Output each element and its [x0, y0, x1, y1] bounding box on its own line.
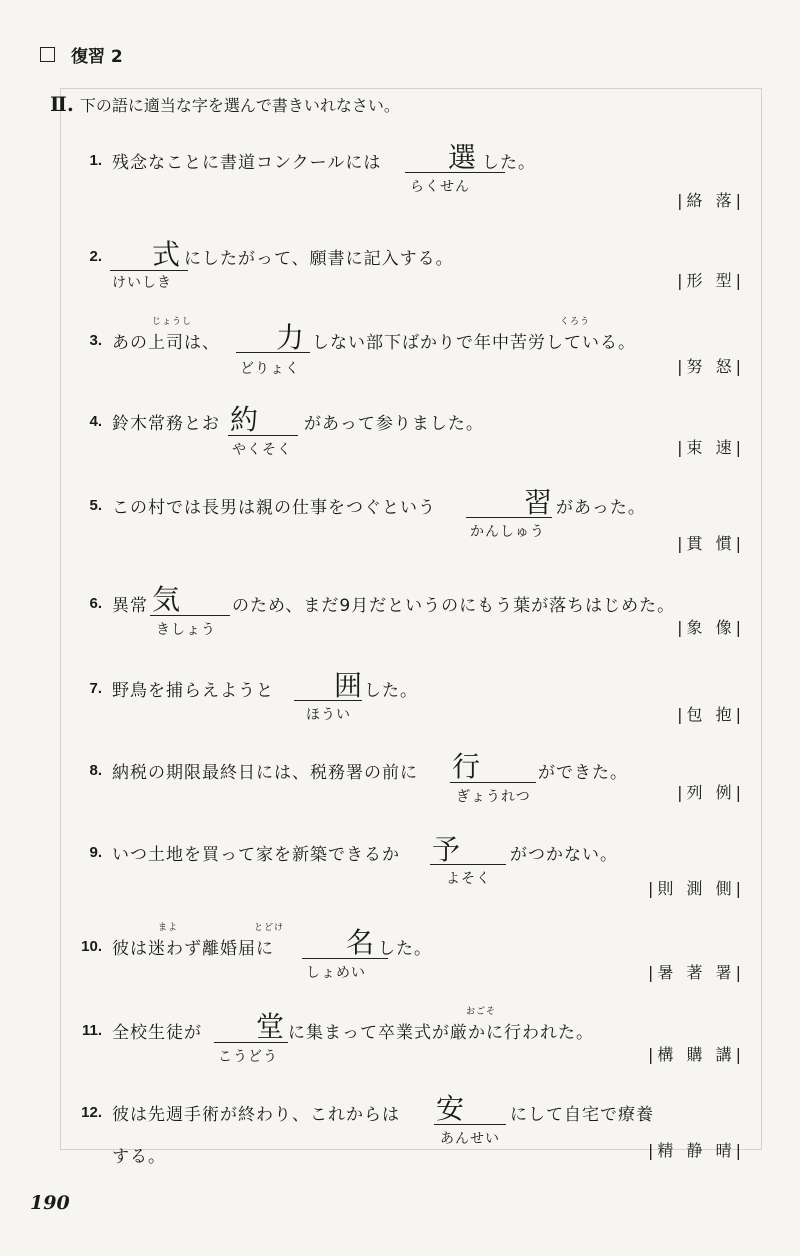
answer-kanji: 堂	[256, 1010, 285, 1043]
page-number: 190	[30, 1192, 70, 1214]
question-text-before: 異常	[112, 596, 148, 616]
answer-reading: やくそく	[232, 442, 292, 458]
kanji-choices: |暑 著 署|	[648, 963, 745, 982]
question-11	[0, 1007, 800, 1102]
question-number: 7.	[89, 680, 102, 697]
answer-reading: あんせい	[440, 1131, 500, 1147]
question-text-before: 彼は迷わず離婚届に	[112, 939, 274, 959]
answer-kanji: 安	[436, 1092, 465, 1125]
kanji-choices: |構 購 講|	[648, 1045, 745, 1064]
question-8	[0, 752, 800, 842]
question-12	[0, 1094, 800, 1184]
kanji-choices: |絡 落|	[677, 191, 745, 210]
question-text-before: 鈴木常務とお	[112, 414, 220, 434]
question-number: 9.	[89, 844, 102, 861]
kanji-choices: |象 像|	[677, 618, 745, 637]
question-2	[0, 240, 800, 330]
question-number: 5.	[89, 497, 102, 514]
question-text-after: に集まって卒業式が厳かに行われた。	[288, 1023, 594, 1043]
question-text-after: した。	[378, 939, 432, 959]
question-text-continued: する。	[112, 1147, 166, 1167]
question-number: 6.	[89, 595, 102, 612]
question-text-before: あの上司は、	[112, 333, 220, 353]
question-5	[0, 485, 800, 575]
question-text-before: 野鳥を捕らえようと	[112, 681, 274, 701]
kanji-choices: |束 速|	[677, 438, 745, 457]
question-text-after: しない部下ばかりで年中苦労している。	[312, 333, 636, 353]
question-number: 10.	[81, 938, 102, 955]
question-4	[0, 405, 800, 495]
question-text-after: した。	[364, 681, 418, 701]
kanji-choices: |努 怒|	[677, 357, 745, 376]
question-text-after: があった。	[556, 498, 646, 518]
question-6	[0, 585, 800, 675]
section-numeral: Ⅱ.	[50, 92, 74, 116]
question-text-after: があって参りました。	[304, 414, 484, 434]
furigana: まよ	[158, 923, 179, 933]
answer-kanji: 気	[152, 583, 181, 616]
answer-reading: かんしゅう	[470, 524, 545, 540]
question-text-before: 彼は先週手術が終わり、これからは	[112, 1105, 400, 1125]
question-text-after: のため、まだ9月だというのにもう葉が落ちはじめた。	[232, 596, 676, 616]
answer-kanji: 囲	[334, 669, 363, 702]
answer-kanji: 名	[346, 926, 375, 959]
kanji-choices: |列 例|	[677, 783, 745, 802]
answer-kanji: 力	[276, 321, 305, 354]
answer-reading: ぎょうれつ	[456, 789, 531, 805]
furigana: おごそ	[466, 1007, 497, 1017]
question-text-after: ができた。	[538, 763, 628, 783]
answer-kanji: 習	[524, 486, 553, 519]
question-number: 11.	[81, 1022, 102, 1039]
kanji-choices: |則 測 側|	[648, 879, 745, 898]
question-number: 12.	[81, 1104, 102, 1121]
kanji-choices: |貫 慣|	[677, 534, 745, 553]
answer-kanji: 選	[448, 141, 477, 174]
answer-reading: らくせん	[410, 179, 470, 195]
answer-reading: ほうい	[306, 707, 351, 723]
question-9	[0, 832, 800, 922]
answer-blank[interactable]	[302, 928, 388, 959]
answer-kanji: 行	[452, 750, 481, 783]
question-text-before: 残念なことに書道コンクールには	[112, 153, 382, 173]
question-number: 2.	[89, 248, 102, 265]
kanji-choices: |形 型|	[677, 271, 745, 290]
answer-reading: きしょう	[156, 622, 216, 638]
question-3	[0, 317, 800, 410]
question-text-after: にして自宅で療養	[510, 1105, 654, 1125]
question-number: 4.	[89, 413, 102, 430]
answer-kanji: 約	[230, 403, 259, 436]
question-text-after: した。	[482, 153, 536, 173]
answer-reading: けいしき	[112, 275, 172, 291]
question-text-after: にしたがって、願書に記入する。	[184, 249, 454, 269]
header-title: 復習 2	[71, 47, 123, 67]
page-header	[40, 42, 123, 67]
question-number: 3.	[89, 332, 102, 349]
question-text-before: 納税の期限最終日には、税務署の前に	[112, 763, 418, 783]
answer-reading: よそく	[446, 871, 491, 887]
kanji-choices: |包 抱|	[677, 705, 745, 724]
checkbox-icon	[40, 47, 55, 62]
answer-kanji: 予	[432, 833, 461, 866]
answer-reading: こうどう	[218, 1049, 278, 1065]
furigana: じょうし	[152, 317, 193, 327]
question-text-before: いつ土地を買って家を新築できるか	[112, 845, 400, 865]
furigana: くろう	[560, 317, 591, 327]
answer-reading: どりょく	[240, 361, 300, 377]
question-number: 1.	[89, 152, 102, 169]
section-instruction: 下の語に適当な字を選んで書きいれなさい。	[79, 96, 400, 115]
question-1	[0, 140, 800, 230]
question-text-before: この村では長男は親の仕事をつぐという	[112, 498, 436, 518]
answer-reading: しょめい	[306, 965, 366, 981]
answer-kanji: 式	[152, 238, 181, 271]
question-number: 8.	[89, 762, 102, 779]
question-text-before: 全校生徒が	[112, 1023, 202, 1043]
question-7	[0, 668, 800, 758]
kanji-choices: |精 静 晴|	[648, 1141, 745, 1160]
question-10	[0, 923, 800, 1018]
question-text-after: がつかない。	[510, 845, 618, 865]
section-heading	[50, 92, 400, 116]
furigana: とどけ	[254, 923, 285, 933]
